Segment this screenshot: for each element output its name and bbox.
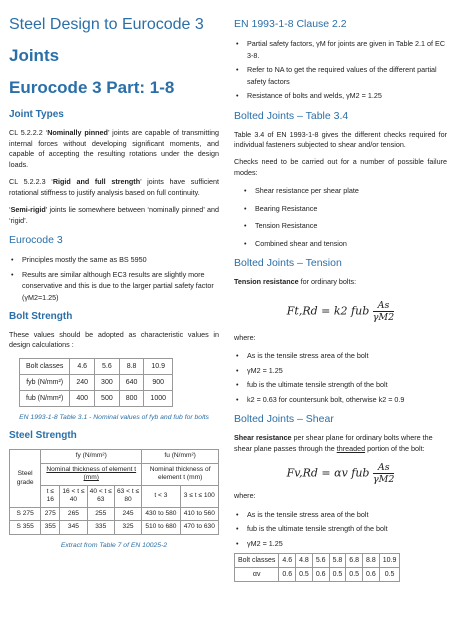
clause-heading: EN 1993-1-8 Clause 2.2	[234, 18, 347, 30]
bolt-strength-caption: EN 1993-1-8 Table 3.1 - Nominal values of fyb and fub for bolts	[19, 413, 209, 421]
right-column	[230, 0, 453, 582]
joint-types-p3: ‘Semi-rigid’ joints lie somewhere between ‘nominally pinned’ and ‘rigid’.	[9, 205, 219, 225]
left-column	[0, 0, 225, 558]
list-item: • Resistance of bolts and welds, γM2 = 1.25	[234, 90, 447, 102]
document-title: Steel Design to Eurocode 3	[9, 16, 204, 33]
tension-formula: Ft,Rd = k2 fub $\frac{As}{\gamma M2}$	[286, 299, 395, 323]
list-item: • As is the tensile stress area of the bolt	[234, 509, 447, 521]
list-item: • Partial safety factors, γM for joints are given in Table 2.1 of EC 3-8.	[234, 38, 447, 61]
tension-heading: Bolted Joints – Tension	[234, 257, 342, 270]
list-item: • k2 = 0.63 for countersunk bolt, otherwise k2 = 0.9	[234, 394, 447, 406]
list-item: • γM2 = 1.25	[234, 365, 447, 377]
list-item: • fub is the ultimate tensile strength of the bolt	[234, 379, 447, 391]
shear-list	[234, 509, 447, 550]
list-item: • Principles mostly the same as BS 5950	[9, 254, 219, 266]
table-row: αv 0.6 0.5 0.6 0.5 0.5 0.6 0.5	[235, 568, 400, 582]
joint-types-heading: Joint Types	[9, 109, 64, 121]
list-item: • Bearing Resistance	[242, 203, 447, 215]
table-row: S 275 275 265 255 245 430 to 580 410 to 560	[10, 507, 219, 521]
list-item: • Shear resistance per shear plate	[242, 185, 447, 197]
document-subtitle: Joints	[9, 46, 60, 66]
table34-heading: Bolted Joints – Table 3.4	[234, 109, 349, 122]
eurocode3-list	[9, 254, 219, 303]
table-row: Bolt classes 4.6 4.8 5.6 5.8 6.8 8.8 10.9	[235, 554, 400, 568]
joint-types-p2: CL 5.2.2.3 ‘Rigid and full strength’ joints have sufficient rotational stiffness to justify analysis based on full continuity.	[9, 177, 220, 197]
clause-list	[234, 38, 447, 102]
tension-list	[234, 350, 447, 405]
bolt-strength-heading: Bolt Strength	[9, 311, 73, 323]
failure-modes-list	[234, 185, 447, 249]
eurocode3-heading: Eurocode 3	[9, 233, 63, 246]
steel-strength-caption: Extract from Table 7 of EN 10025-2	[60, 542, 168, 550]
table34-p1: Table 3.4 of EN 1993-1-8 gives the different checks required for individual fasteners subjected to shear and/or tension.	[234, 129, 447, 150]
tension-where: where:	[234, 332, 256, 342]
list-item: • Combined shear and tension	[242, 238, 447, 250]
steel-strength-heading: Steel Strength	[9, 430, 77, 442]
shear-factor-table	[234, 553, 400, 582]
table-row: Nominal thickness of element t (mm) Nominal thickness of element t (mm)	[10, 463, 219, 485]
table-row: t ≤ 16 16 < t ≤ 40 40 < t ≤ 63 63 < t ≤ 80 t < 3 3 ≤ t ≤ 100	[10, 485, 219, 507]
bolt-strength-intro: These values should be adopted as characteristic values in design calculations :	[9, 330, 219, 350]
list-item: • γM2 = 1.25	[234, 538, 447, 550]
document-subtitle-2: Eurocode 3 Part: 1-8	[9, 77, 175, 97]
list-item: • fub is the ultimate tensile strength of the bolt	[234, 523, 447, 535]
joint-types-p1: CL 5.2.2.2 ‘Nominally pinned’ joints are capable of transmitting internal forces without developing significant moments, and capable of accepting the resulting rotations under the design loads.	[9, 128, 219, 169]
list-item: • Refer to NA to get the required values of the different partial safety factors	[234, 64, 447, 87]
table34-p2: Checks need to be carried out for a number of possible failure modes:	[234, 157, 447, 177]
list-item: • As is the tensile stress area of the bolt	[234, 350, 447, 362]
shear-heading: Bolted Joints – Shear	[234, 413, 334, 426]
steel-strength-table	[9, 449, 219, 535]
table-row: fub (N/mm²) 400 500 800 1000	[20, 390, 173, 406]
shear-formula: Fv,Rd = αv fub $\frac{As}{\gamma M2}$	[286, 462, 395, 486]
table-row: fyb (N/mm²) 240 300 640 900	[20, 374, 173, 390]
shear-where: where:	[234, 491, 256, 501]
table-row: Steel grade fy (N/mm²) fu (N/mm²)	[10, 450, 219, 464]
list-item: • Results are similar although EC3 results are slightly more conservative and this is due to the larger partial safety factor (γM2=1.25)	[9, 269, 219, 304]
table-row: Bolt classes 4.6 5.6 8.8 10.9	[20, 358, 173, 374]
table-row: S 355 355 345 335 325 510 to 680 470 to 630	[10, 521, 219, 535]
shear-intro: Shear resistance per shear plane for ordinary bolts where the shear plane passes through the threaded portion of the bolt:	[234, 433, 433, 453]
bolt-strength-table	[19, 358, 173, 407]
tension-intro: Tension resistance for ordinary bolts:	[234, 277, 357, 287]
list-item: • Tension Resistance	[242, 220, 447, 232]
